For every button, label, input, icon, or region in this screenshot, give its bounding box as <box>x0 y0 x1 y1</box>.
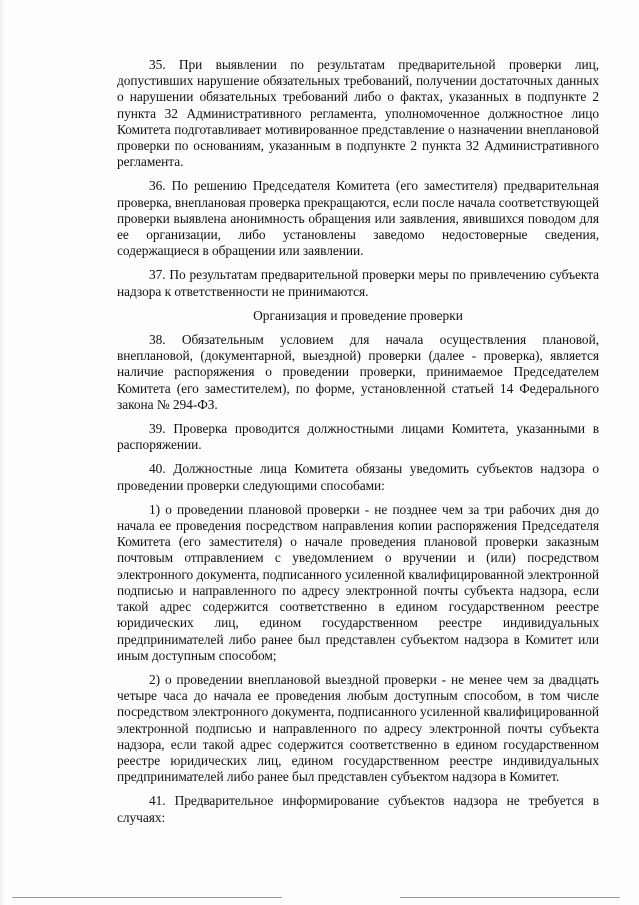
paragraph-40-item-1: 1) о проведении плановой проверки - не позднее чем за три рабочих дня до начала ее проведения посредством направления копии распоряжения Председателя Комитета (его заместителя) о начале проведения плановой проверки заказным почтовым отправлением с уведомлением о вручении и (или) посредством электронного документа, подписанного усиленной квалифицированной электронной подписью и направленного по адресу электронной почты субъекта надзора, если такой адрес содержится соответственно в едином государственном реестре юридических лиц, едином государственном реестре индивидуальных предпринимателей либо ранее был представлен субъектом надзора в Комитет или иным доступным способом; <box>117 501 599 663</box>
paragraph-35: 35. При выявлении по результатам предварительной проверки лиц, допустивших нарушение обязательных требований, получении достаточных данных о нарушении обязательных требований либо о фактах, указанных в подпункте 2 пункта 32 Административного регламента, уполномоченное должностное лицо Комитета подготавливает мотивированное представление о назначении внеплановой проверки по основаниям, указанным в подпункте 2 пункта 32 Административного регламента. <box>117 57 599 170</box>
paragraph-41: 41. Предварительное информирование субъектов надзора не требуется в случаях: <box>117 793 599 825</box>
section-heading: Организация и проведение проверки <box>253 307 463 323</box>
paragraph-40: 40. Должностные лица Комитета обязаны уведомить субъектов надзора о проведении проверки следующими способами: <box>117 461 599 493</box>
scan-artifact-line <box>400 897 620 898</box>
scan-artifact-line <box>12 897 282 898</box>
paragraph-36: 36. По решению Председателя Комитета (его заместителя) предварительная проверка, внеплановая проверка прекращаются, если после начала соответствующей проверки выявлена анонимность обращения или заявления, явившихся поводом для ее организации, либо установлены заведомо недостоверные сведения, содержащиеся в обращении или заявлении. <box>117 178 599 259</box>
paragraph-37: 37. По результатам предварительной проверки меры по привлечению субъекта надзора к ответственности не принимаются. <box>117 267 599 299</box>
paragraph-39: 39. Проверка проводится должностными лицами Комитета, указанными в распоряжении. <box>117 421 599 453</box>
document-body <box>117 57 599 834</box>
paragraph-40-item-2: 2) о проведении внеплановой выездной проверки - не менее чем за двадцать четыре часа до начала ее проведения любым доступным способом, в том числе посредством электронного документа, подписанного усиленной квалифицированной электронной подписью и направленного по адресу электронной почты субъекта надзора, если такой адрес содержится соответственно в едином государственном реестре юридических лиц, едином государственном реестре индивидуальных предпринимателей либо ранее был представлен субъектом надзора в Комитет. <box>117 671 599 785</box>
paragraph-38: 38. Обязательным условием для начала осуществления плановой, внеплановой, (документарной, выездной) проверки (далее - проверка), является наличие распоряжения о проведении проверки, принимаемое Председателем Комитета (его заместителем), по форме, установленной статьей 14 Федерального закона № 294-ФЗ. <box>117 332 599 412</box>
scan-edge <box>0 0 3 905</box>
